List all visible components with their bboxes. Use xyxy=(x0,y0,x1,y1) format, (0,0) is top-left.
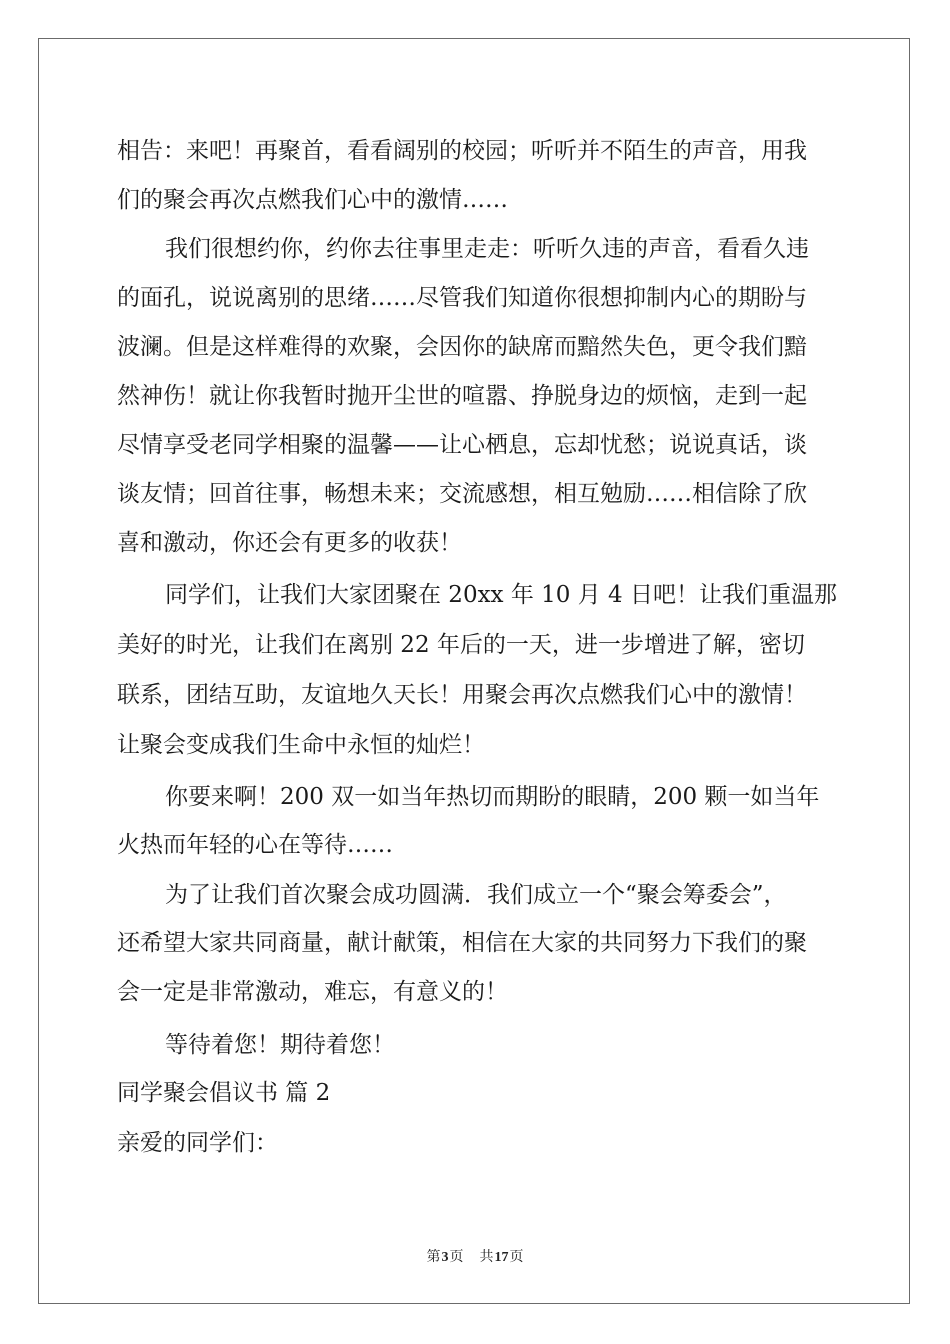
text-line: 火热而年轻的心在等待…… xyxy=(117,832,393,858)
text-line: 会一定是非常激动，难忘，有意义的！ xyxy=(117,979,508,1005)
text-line: 我们很想约你，约你去往事里走走：听听久违的声音，看看久违 xyxy=(165,236,809,262)
text-line: 尽情享受老同学相聚的温馨——让心栖息，忘却忧愁；说说真话，谈 xyxy=(117,432,807,458)
text-line: 让聚会变成我们生命中永恒的灿烂！ xyxy=(117,732,485,758)
text-line: 然神伤！就让你我暂时抛开尘世的喧嚣、挣脱身边的烦恼，走到一起 xyxy=(117,383,807,409)
text-line: 同学们，让我们大家团聚在 20xx 年 10 月 4 日吧！让我们重温那 xyxy=(165,582,837,608)
text-line: 相告：来吧！再聚首，看看阔别的校园；听听并不陌生的声音，用我 xyxy=(117,138,807,164)
salutation: 亲爱的同学们： xyxy=(117,1130,278,1156)
text-line: 波澜。但是这样难得的欢聚，会因你的缺席而黯然失色，更令我们黯 xyxy=(117,334,807,360)
page-prefix: 第 xyxy=(426,1250,441,1265)
page-footer xyxy=(0,1246,950,1266)
text-line: 们的聚会再次点燃我们心中的激情…… xyxy=(117,187,508,213)
text-line: 联系，团结互助，友谊地久天长！用聚会再次点燃我们心中的激情！ xyxy=(117,682,807,708)
section-heading: 同学聚会倡议书 篇 2 xyxy=(117,1080,331,1106)
text-line: 为了让我们首次聚会成功圆满．我们成立一个“聚会筹委会”， xyxy=(165,882,787,908)
text-line: 还希望大家共同商量，献计献策，相信在大家的共同努力下我们的聚 xyxy=(117,930,807,956)
page-border xyxy=(38,38,910,1304)
page-suffix: 页 xyxy=(449,1250,464,1265)
text-line: 喜和激动，你还会有更多的收获！ xyxy=(117,530,462,556)
text-line: 的面孔，说说离别的思绪……尽管我们知道你很想抑制内心的期盼与 xyxy=(117,285,807,311)
page-number: 3 xyxy=(441,1250,449,1265)
total-suffix: 页 xyxy=(509,1250,524,1265)
text-line: 你要来啊！200 双一如当年热切而期盼的眼睛，200 颗一如当年 xyxy=(165,784,820,810)
total-prefix: 共 xyxy=(479,1250,494,1265)
text-line: 美好的时光，让我们在离别 22 年后的一天，进一步增进了解，密切 xyxy=(117,632,805,658)
text-line: 谈友情；回首往事，畅想未来；交流感想，相互勉励……相信除了欣 xyxy=(117,481,807,507)
total-pages: 17 xyxy=(494,1250,509,1265)
text-line: 等待着您！期待着您！ xyxy=(165,1032,395,1058)
